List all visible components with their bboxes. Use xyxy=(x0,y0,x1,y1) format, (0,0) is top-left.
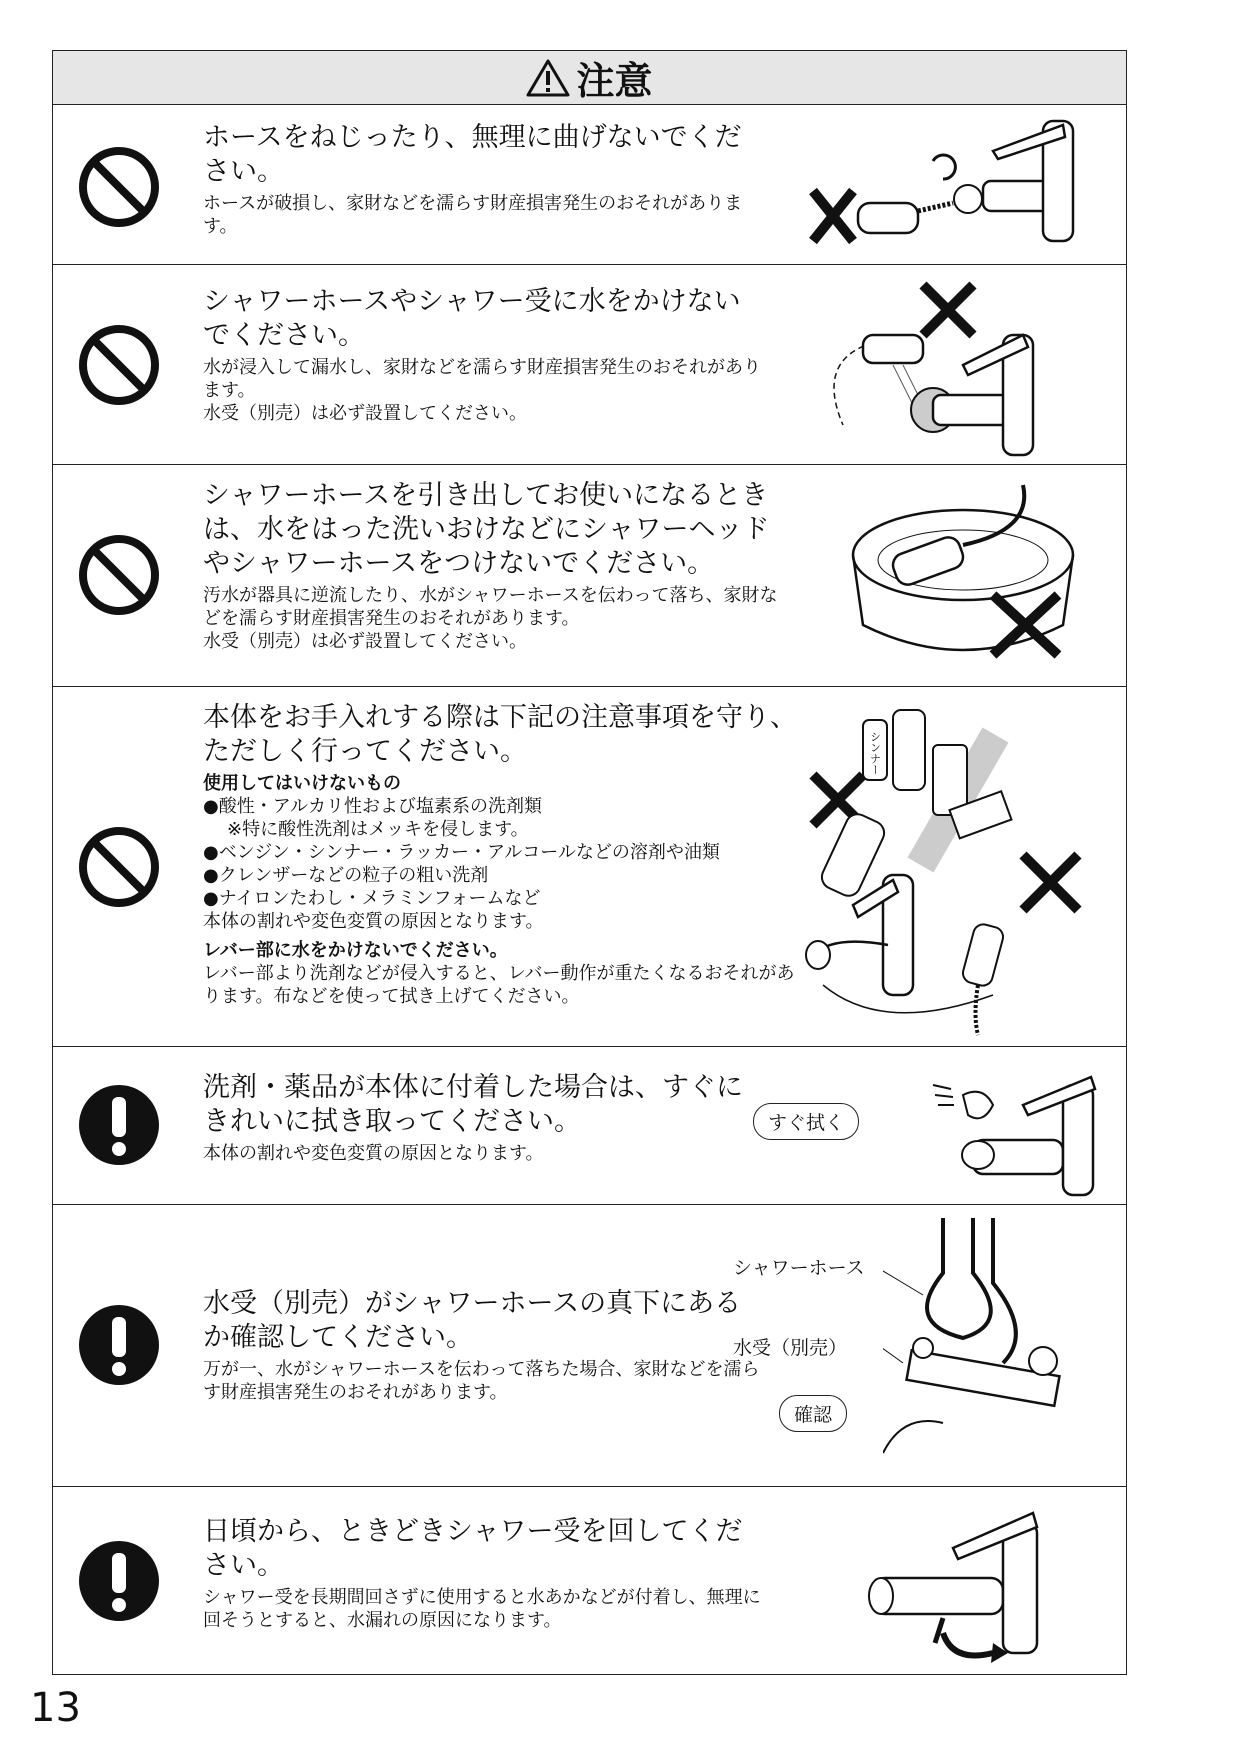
warning-triangle-icon xyxy=(526,58,570,98)
rotate-shower-receiver-illustration xyxy=(853,1493,1113,1673)
bottle1-label: シンナー xyxy=(868,731,882,775)
shower-hose-water-illustration xyxy=(823,275,1123,460)
caution-row-6 xyxy=(53,1205,1126,1487)
section-heading: 日頃から、ときどきシャワー受を回してください。 xyxy=(203,1516,743,1581)
prohibition-icon xyxy=(77,533,161,617)
prohibition-icon xyxy=(77,825,161,909)
under-sink-hose-illustration xyxy=(883,1213,1123,1478)
cleaning-agents-illustration xyxy=(793,695,1113,1040)
list-item: ●クレンザーなどの粒子の粗い洗剤 xyxy=(203,865,489,886)
list-item: ●酸性・アルカリ性および塩素系の洗剤類 xyxy=(203,796,542,817)
list-item: ●ナイロンたわし・メラミンフォームなど xyxy=(203,888,541,909)
twisted-hose-illustration xyxy=(793,111,1113,261)
caution-row-7 xyxy=(53,1487,1126,1676)
subheading-lever: レバー部に水をかけないでください。 xyxy=(203,940,508,961)
mandatory-action-icon xyxy=(77,1303,161,1387)
section-heading: シャワーホースやシャワー受に水をかけないでください。 xyxy=(203,286,741,351)
caution-frame xyxy=(52,50,1127,1675)
caution-row-4 xyxy=(53,687,1126,1047)
section-heading: シャワーホースを引き出してお使いになるときは、水をはった洗いおけなどにシャワーヘッドやシャワーホースをつけないでください。 xyxy=(203,480,770,579)
section-body: ホースが破損し、家財などを濡らす財産損害発生のおそれがあります。 xyxy=(203,193,743,237)
mandatory-action-icon xyxy=(77,1539,161,1623)
confirm-label: 確認 xyxy=(779,1395,847,1432)
section-heading: 水受（別売）がシャワーホースの真下にあるか確認してください。 xyxy=(203,1288,742,1353)
subheading-prohibited-items: 使用してはいけないもの xyxy=(203,773,401,794)
section-body: 水が浸入して漏水し、家財などを濡らす財産損害発生のおそれがあります。 xyxy=(203,357,761,401)
page-number: 13 xyxy=(30,1685,81,1731)
caution-row-2 xyxy=(53,265,1126,465)
prohibition-icon xyxy=(77,323,161,407)
section-body: 水受（別売）は必ず設置してください。 xyxy=(203,631,527,652)
water-tray-callout: 水受（別売） xyxy=(733,1337,848,1359)
shower-hose-callout: シャワーホース xyxy=(733,1257,865,1279)
wash-basin-illustration xyxy=(843,475,1113,675)
section-body: 万が一、水がシャワーホースを伝わって落ちた場合、家財などを濡らす財産損害発生のおそれがあります。 xyxy=(203,1359,760,1403)
section-body: レバー部より洗剤などが侵入すると、レバー動作が重たくなるおそれがあります。布などを使って拭き上げてください。 xyxy=(203,963,795,1007)
section-heading: 本体をお手入れする際は下記の注意事項を守り、ただしく行ってください。 xyxy=(203,702,797,767)
mandatory-action-icon xyxy=(77,1083,161,1167)
section-body: 水受（別売）は必ず設置してください。 xyxy=(203,403,527,424)
header-title: 注意 xyxy=(576,59,653,103)
section-body: 汚水が器具に逆流したり、水がシャワーホースを伝わって落ち、家財などを濡らす財産損害発生のおそれがあります。 xyxy=(203,585,778,629)
section-body: 本体の割れや変色変質の原因となります。 xyxy=(203,1143,544,1164)
list-note: ※特に酸性洗剤はメッキを侵します。 xyxy=(227,819,529,840)
section-note: 本体の割れや変色変質の原因となります。 xyxy=(203,911,544,932)
prohibition-icon xyxy=(77,145,161,229)
caution-row-1 xyxy=(53,105,1126,265)
wipe-immediately-label: すぐ拭く xyxy=(753,1103,859,1140)
caution-row-5 xyxy=(53,1047,1126,1205)
list-item: ●ベンジン・シンナー・ラッカー・アルコールなどの溶剤や油類 xyxy=(203,842,720,863)
caution-header xyxy=(53,51,1126,105)
section-heading: 洗剤・薬品が本体に付着した場合は、すぐにきれいに拭き取ってください。 xyxy=(203,1072,743,1137)
wipe-faucet-illustration xyxy=(913,1055,1123,1200)
section-heading: ホースをねじったり、無理に曲げないでください。 xyxy=(203,122,742,187)
caution-row-3 xyxy=(53,465,1126,687)
section-body: シャワー受を長期間回さずに使用すると水あかなどが付着し、無理に回そうとすると、水漏れの原因になります。 xyxy=(203,1587,761,1631)
